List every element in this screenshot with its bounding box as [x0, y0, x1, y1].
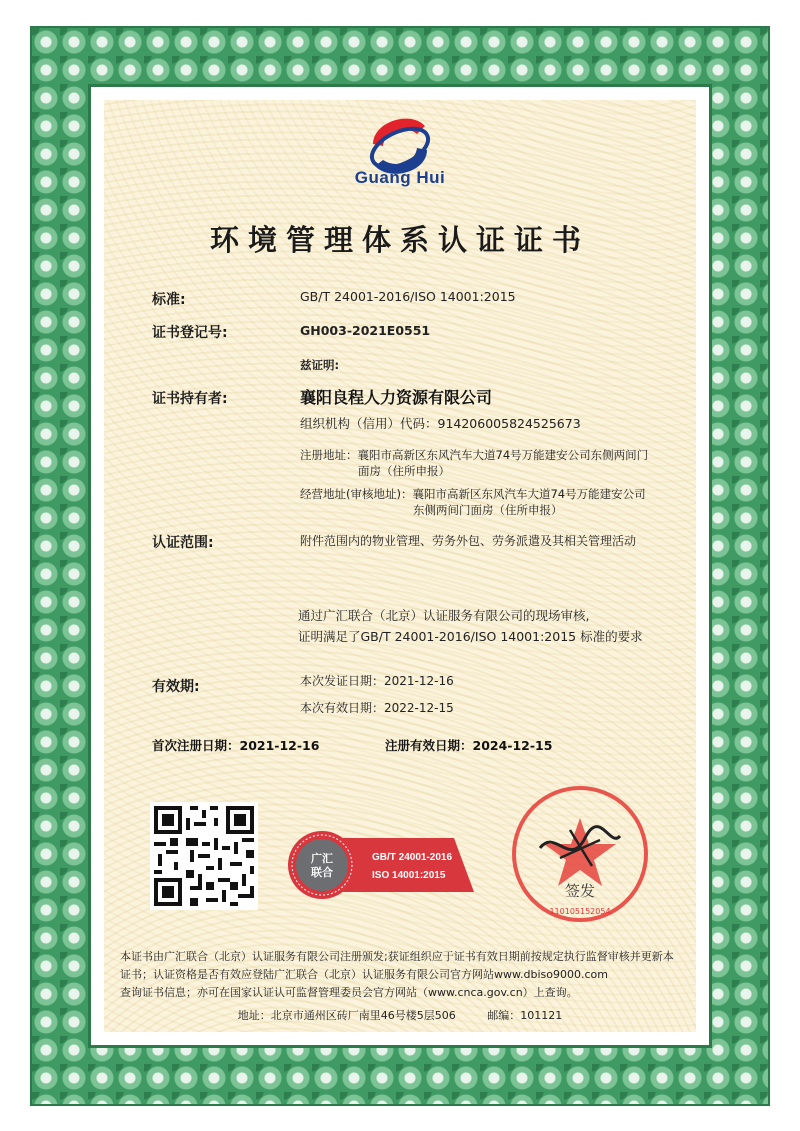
badge-std2: ISO 14001:2015	[372, 870, 446, 881]
operating-address	[300, 486, 646, 502]
standard-value: GB/T 24001-2016/ISO 14001:2015	[300, 289, 516, 304]
issuer-address	[120, 1007, 680, 1023]
seal-sign-label: 签发	[564, 882, 596, 900]
reg-addr-label: 注册地址：	[300, 448, 358, 462]
issue-date: 本次发证日期：2021-12-16	[300, 674, 454, 688]
op-addr-line1: 襄阳市高新区东风汽车大道74号万能建安公司	[412, 487, 646, 501]
notice-line2: 证书；认证资格是否有效应登陆广汇联合（北京）认证服务有限公司官方网站www.dbiso9000.com	[120, 968, 608, 981]
scope-label: 认证范围:	[152, 535, 214, 551]
org-code: 组织机构（信用）代码：914206005824525673	[300, 416, 581, 431]
first-registration-date: 首次注册日期：2021-12-16	[152, 738, 320, 753]
qr-code-icon	[150, 802, 258, 910]
reg-addr-line1: 襄阳市高新区东风汽车大道74号万能建安公司东侧两间门	[357, 448, 649, 462]
statement-line1: 通过广汇联合（北京）认证服务有限公司的现场审核,	[298, 608, 590, 623]
registration-expiry-date: 注册有效日期：2024-12-15	[385, 738, 553, 753]
hereby-text: 兹证明:	[300, 358, 340, 372]
registered-address	[300, 447, 648, 463]
registration-value: GH003-2021E0551	[300, 323, 431, 338]
standard-label: 标准:	[152, 292, 186, 308]
certification-badge	[284, 830, 484, 900]
holder-name: 襄阳良程人力资源有限公司	[300, 388, 493, 407]
validity-label: 有效期:	[152, 679, 200, 695]
op-addr-label: 经营地址(审核地址)：	[300, 487, 413, 501]
issuer-address-text: 地址：北京市通州区砖厂南里46号楼5层506	[237, 1009, 456, 1022]
holder-label: 证书持有者:	[152, 391, 228, 407]
op-addr-line2: 东侧两间门面房（住所申报）	[413, 503, 563, 517]
notice-line3: 查询证书信息；亦可在国家认证认可监督管理委员会官方网站（www.cnca.gov.cn）上查询。	[120, 986, 578, 999]
reg-addr-line2: 面房（住所申报）	[358, 464, 450, 478]
official-seal-icon	[500, 778, 660, 928]
certificate-notice	[120, 948, 680, 1002]
badge-circle-line2: 联合	[311, 866, 333, 879]
registration-label: 证书登记号:	[152, 325, 228, 341]
expire-date: 本次有效日期：2022-12-15	[300, 701, 454, 715]
notice-line1: 本证书由广汇联合（北京）认证服务有限公司注册颁发;获证组织应于证书有效日期前按规定执行监督审核并更新本	[120, 950, 674, 963]
statement-line2: 证明满足了GB/T 24001-2016/ISO 14001:2015 标准的要求	[298, 629, 643, 644]
seal-number: 110105152054	[549, 907, 611, 916]
certificate-title: 环境管理体系认证证书	[209, 223, 590, 257]
badge-std1: GB/T 24001-2016	[372, 852, 453, 863]
badge-circle-line1: 广汇	[311, 852, 333, 865]
logo-text: Guang Hui	[354, 168, 446, 187]
scope-value: 附件范围内的物业管理、劳务外包、劳务派遣及其相关管理活动	[300, 534, 637, 548]
issuer-postcode: 邮编：101121	[487, 1009, 563, 1022]
